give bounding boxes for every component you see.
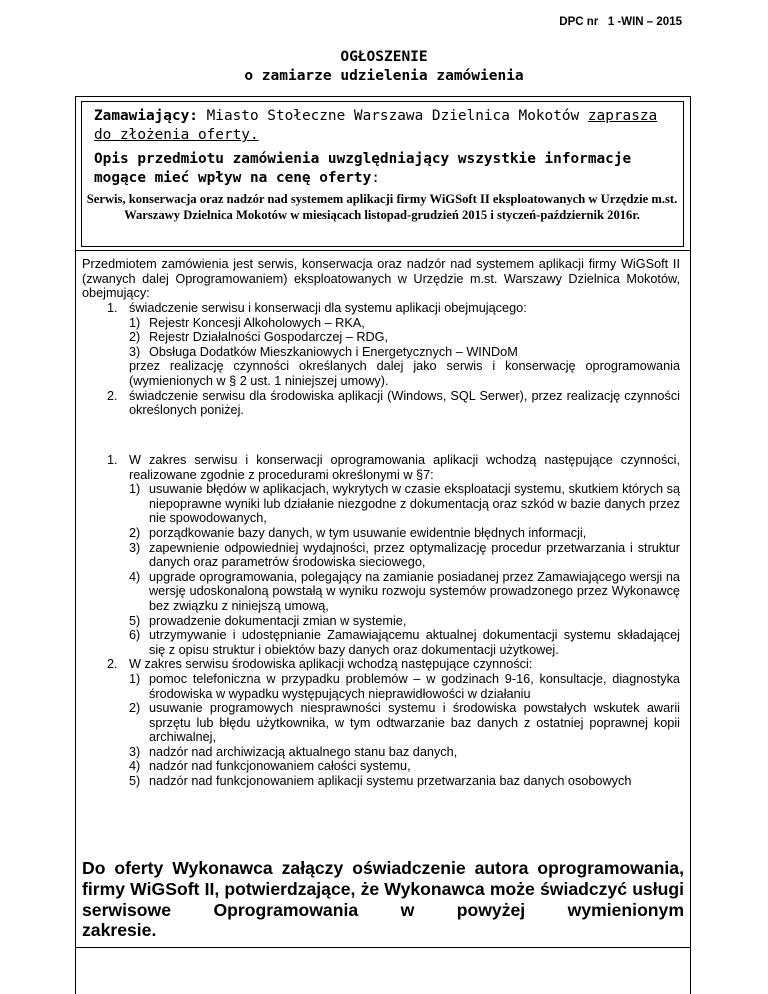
list-number: 5) [129, 774, 141, 789]
list-number: 2) [129, 525, 141, 540]
activity-subitem [129, 482, 680, 526]
scope-item-2-text: świadczenie serwisu dla środowiska aplikacji (Windows, SQL Serwer), przez realizację czynności określonych poniżej. [129, 388, 680, 418]
activities-item-2-text: W zakres serwisu środowiska aplikacji wchodzą następujące czynności: [129, 657, 533, 672]
closing-last-word: zakresie. [82, 920, 157, 941]
list-text: utrzymywanie i udostępnianie Zamawiającemu aktualnej dokumentacji systemu składającej się z opisu struktur i obiektów bazy danych oraz dokumentacji użytkowej. [149, 628, 680, 657]
orderer-label: Zamawiający: [94, 108, 198, 124]
list-number: 1) [129, 482, 141, 497]
activity-subitem [129, 774, 680, 789]
scope-item-1-extra: przez realizację czynności określanych dalej jako serwis i konserwację oprogramowania (wymienionych w § 2 ust. 1 niniejszej umowy). [129, 359, 680, 388]
list-text: nadzór nad funkcjonowaniem aplikacji systemu przetwarzania baz danych osobowych [149, 774, 632, 789]
list-number: 1) [129, 671, 141, 686]
description-heading-text: Opis przedmiotu zamówienia uwzględniający wszystkie informacje mogące mieć wpływ na cenę oferty [94, 151, 632, 186]
bottom-divider [75, 947, 691, 948]
scope-item-1 [82, 301, 680, 389]
activities-item-2-number: 2. [107, 657, 118, 672]
list-number: 4) [129, 759, 141, 774]
list-number: 5) [129, 613, 141, 628]
scope-item-2-number: 2. [107, 388, 118, 403]
activity-subitem [129, 541, 680, 570]
activity-subitem [129, 570, 680, 614]
activity-subitem [129, 759, 680, 774]
list-number: 2) [129, 701, 141, 716]
list-text: nadzór nad archiwizacją aktualnego stanu baz danych, [149, 744, 458, 759]
activities-item-1-text: W zakres serwisu i konserwacji oprogramowania aplikacji wchodzą następujące czynności, realizowane zgodnie z procedurami określonymi w §7: [129, 453, 680, 482]
scope-subitem [129, 316, 680, 331]
activity-subitem [129, 614, 680, 629]
activity-subitem [129, 745, 680, 760]
scope-item-2 [82, 389, 680, 418]
list-text: Obsługa Dodatków Mieszkaniowych i Energetycznych – WINDoM [149, 344, 518, 359]
list-text: porządkowanie bazy danych, w tym usuwanie ewidentnie błędnych informacji, [149, 525, 587, 540]
list-text: Rejestr Działalności Gospodarczej – RDG, [149, 330, 389, 345]
list-text: usuwanie błędów w aplikacjach, wykrytych w czasie eksploatacji systemu, skutkiem których są niepoprawne wyniki lub działanie niezgodne z dokumentacją oraz szkód w bazie danych przez nie spowodowanych, [149, 482, 680, 526]
scope-list [82, 301, 680, 418]
activity-subitem [129, 526, 680, 541]
title-line-1: OGŁOSZENIE [340, 49, 428, 65]
list-text: nadzór nad funkcjonowaniem całości systemu, [149, 759, 411, 774]
invite-text-1: zaprasza [587, 108, 658, 124]
section-divider [75, 250, 691, 251]
activities-list [82, 453, 680, 789]
activities-item-2 [82, 657, 680, 788]
scope-subitem [129, 330, 680, 345]
list-number: 1) [129, 315, 141, 330]
list-number: 3) [129, 540, 141, 555]
list-number: 2) [129, 330, 141, 345]
orderer-line [94, 107, 674, 145]
list-number: 4) [129, 569, 141, 584]
title-line-2: o zamiarze udzielenia zamówienia [244, 68, 524, 84]
activities-1-sublist [129, 482, 680, 657]
orderer-name: Miasto Stołeczne Warszawa Dzielnica Mokotów [206, 108, 580, 124]
activity-subitem [129, 628, 680, 657]
scope-sublist [129, 316, 680, 360]
list-text: Rejestr Koncesji Alkoholowych – RKA, [149, 315, 365, 330]
list-text: upgrade oprogramowania, polegający na zamianie posiadanej przez Zamawiającego wersji na wersję udoskonaloną powstałą w wyniku rozwoju systemów prowadzonego przez Wykonawcę bez związku z niniejszą umową, [149, 569, 680, 613]
list-number: 3) [129, 744, 141, 759]
description-heading [94, 150, 674, 188]
document-reference: DPC nr 1 -WIN – 2015 [559, 16, 682, 28]
activity-subitem [129, 701, 680, 745]
activities-item-1-number: 1. [107, 453, 118, 467]
list-text: prowadzenie dokumentacji zmian w systemie, [149, 613, 407, 628]
scope-subitem [129, 345, 680, 360]
scope-item-1-number: 1. [107, 301, 118, 315]
list-number: 3) [129, 344, 141, 359]
document-title [0, 48, 768, 86]
description-heading-colon: : [371, 170, 380, 186]
list-number: 6) [129, 628, 141, 643]
activity-subitem [129, 672, 680, 701]
list-text: pomoc telefoniczna w przypadku problemów – w godzinach 9-16, konsultacje, diagnostyka środowiska w wypadku występujących nieprawidłowości w działaniu [149, 671, 680, 701]
scope-item-1-text: świadczenie serwisu i konserwacji dla systemu aplikacji obejmującego: [129, 301, 527, 315]
invite-text-2: do złożenia oferty. [94, 127, 259, 143]
list-text: zapewnienie odpowiedniej wydajności, przez optymalizację procedur przetwarzania i struktur danych oraz parametrów środowiska sieciowego, [149, 540, 680, 570]
order-summary: Serwis, konserwacja oraz nadzór nad systemem aplikacji firmy WiGSoft II eksploatowanych w Urzędzie m.st. Warszawy Dzielnica Mokotów w miesiącach listopad-grudzień 2015 i styczeń-październik 2016r. [86, 192, 678, 222]
intro-paragraph: Przedmiotem zamówienia jest serwis, konserwacja oraz nadzór nad systemem aplikacji firmy WiGSoft II (zwanych dalej Oprogramowaniem) eksploatowanych w Urzędzie m.st. Warszawy Dzielnica Mokotów, obejmujący: [82, 257, 680, 301]
activities-item-1 [82, 453, 680, 657]
closing-statement [82, 858, 684, 941]
activities-2-sublist [129, 672, 680, 789]
list-text: usuwanie programowych niesprawności systemu i środowiska powstałych wskutek awarii sprzętu lub błędu użytkownika, w tym odtwarzanie baz danych z ostatniej poprawnej kopii archiwalnej, [149, 701, 680, 745]
closing-text: Do oferty Wykonawca załączy oświadczenie autora oprogramowania, firmy WiGSoft II, potwierdzające, że Wykonawca może świadczyć usługi serwisowe Oprogramowania w powyżej wymienionym [82, 858, 684, 920]
